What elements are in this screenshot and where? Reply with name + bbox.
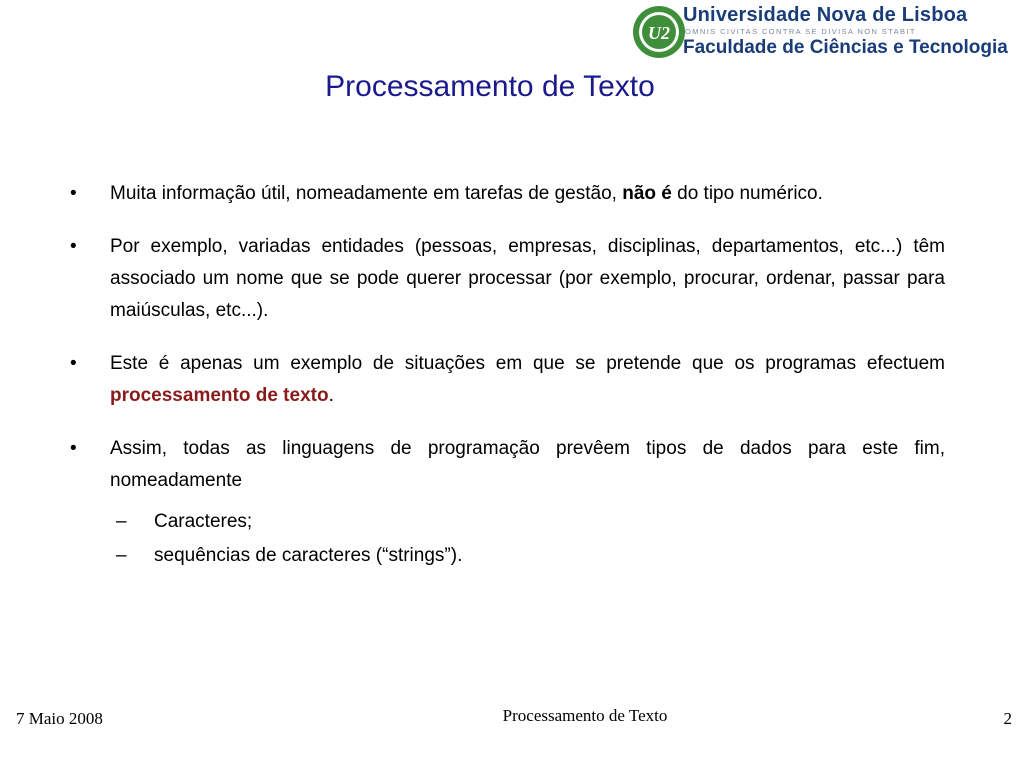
university-emblem-icon (631, 2, 687, 62)
bullet-marker: • (70, 353, 77, 374)
slide-title: Processamento de Texto (325, 70, 655, 103)
sub-item (70, 506, 945, 538)
sub-item (70, 540, 945, 572)
bullet-text: do tipo numérico. (671, 183, 823, 204)
bullet-marker: • (70, 183, 77, 204)
bullet-emphasis: não é (622, 183, 672, 204)
bullet-text: Este é apenas um exemplo de situações em que se pretende que os programas efectuem (110, 353, 945, 374)
university-motto: OMNIS CIVITAS CONTRA SE DIVISA NON STABIT (685, 27, 916, 36)
bullet-highlight: processamento de texto (110, 385, 329, 406)
bullet-text: Assim, todas as linguagens de programação prevêem tipos de dados para este fim, nomeadamente (110, 438, 945, 491)
sub-marker: – (116, 511, 127, 532)
footer-title: Processamento de Texto (502, 706, 668, 725)
university-logo (631, 0, 1019, 64)
bullet-text: Muita informação útil, nomeadamente em tarefas de gestão, (110, 183, 623, 204)
page-number: 2 (1003, 709, 1012, 728)
bullet-marker: • (70, 236, 77, 257)
bullet-marker: • (70, 438, 77, 459)
university-name: Universidade Nova de Lisboa (683, 4, 968, 26)
footer-date: 7 Maio 2008 (16, 709, 103, 728)
sub-text: Caracteres; (154, 511, 253, 532)
bullet-text: Por exemplo, variadas entidades (pessoas, empresas, disciplinas, departamentos, etc...) têm associado um nome que se pode querer processar (por exemplo, procurar, ordenar, passar para maiúsculas, etc...). (110, 236, 945, 321)
slide-content (70, 178, 945, 586)
emblem-text: U2 (648, 23, 670, 43)
bullet-item (70, 231, 945, 327)
bullet-item (70, 178, 945, 210)
bullet-item (70, 433, 945, 497)
bullet-item (70, 348, 945, 412)
sub-text: sequências de caracteres (“strings”). (154, 545, 463, 566)
faculty-name: Faculdade de Ciências e Tecnologia (683, 37, 1008, 58)
bullet-text: . (328, 385, 334, 406)
sub-marker: – (116, 545, 127, 566)
